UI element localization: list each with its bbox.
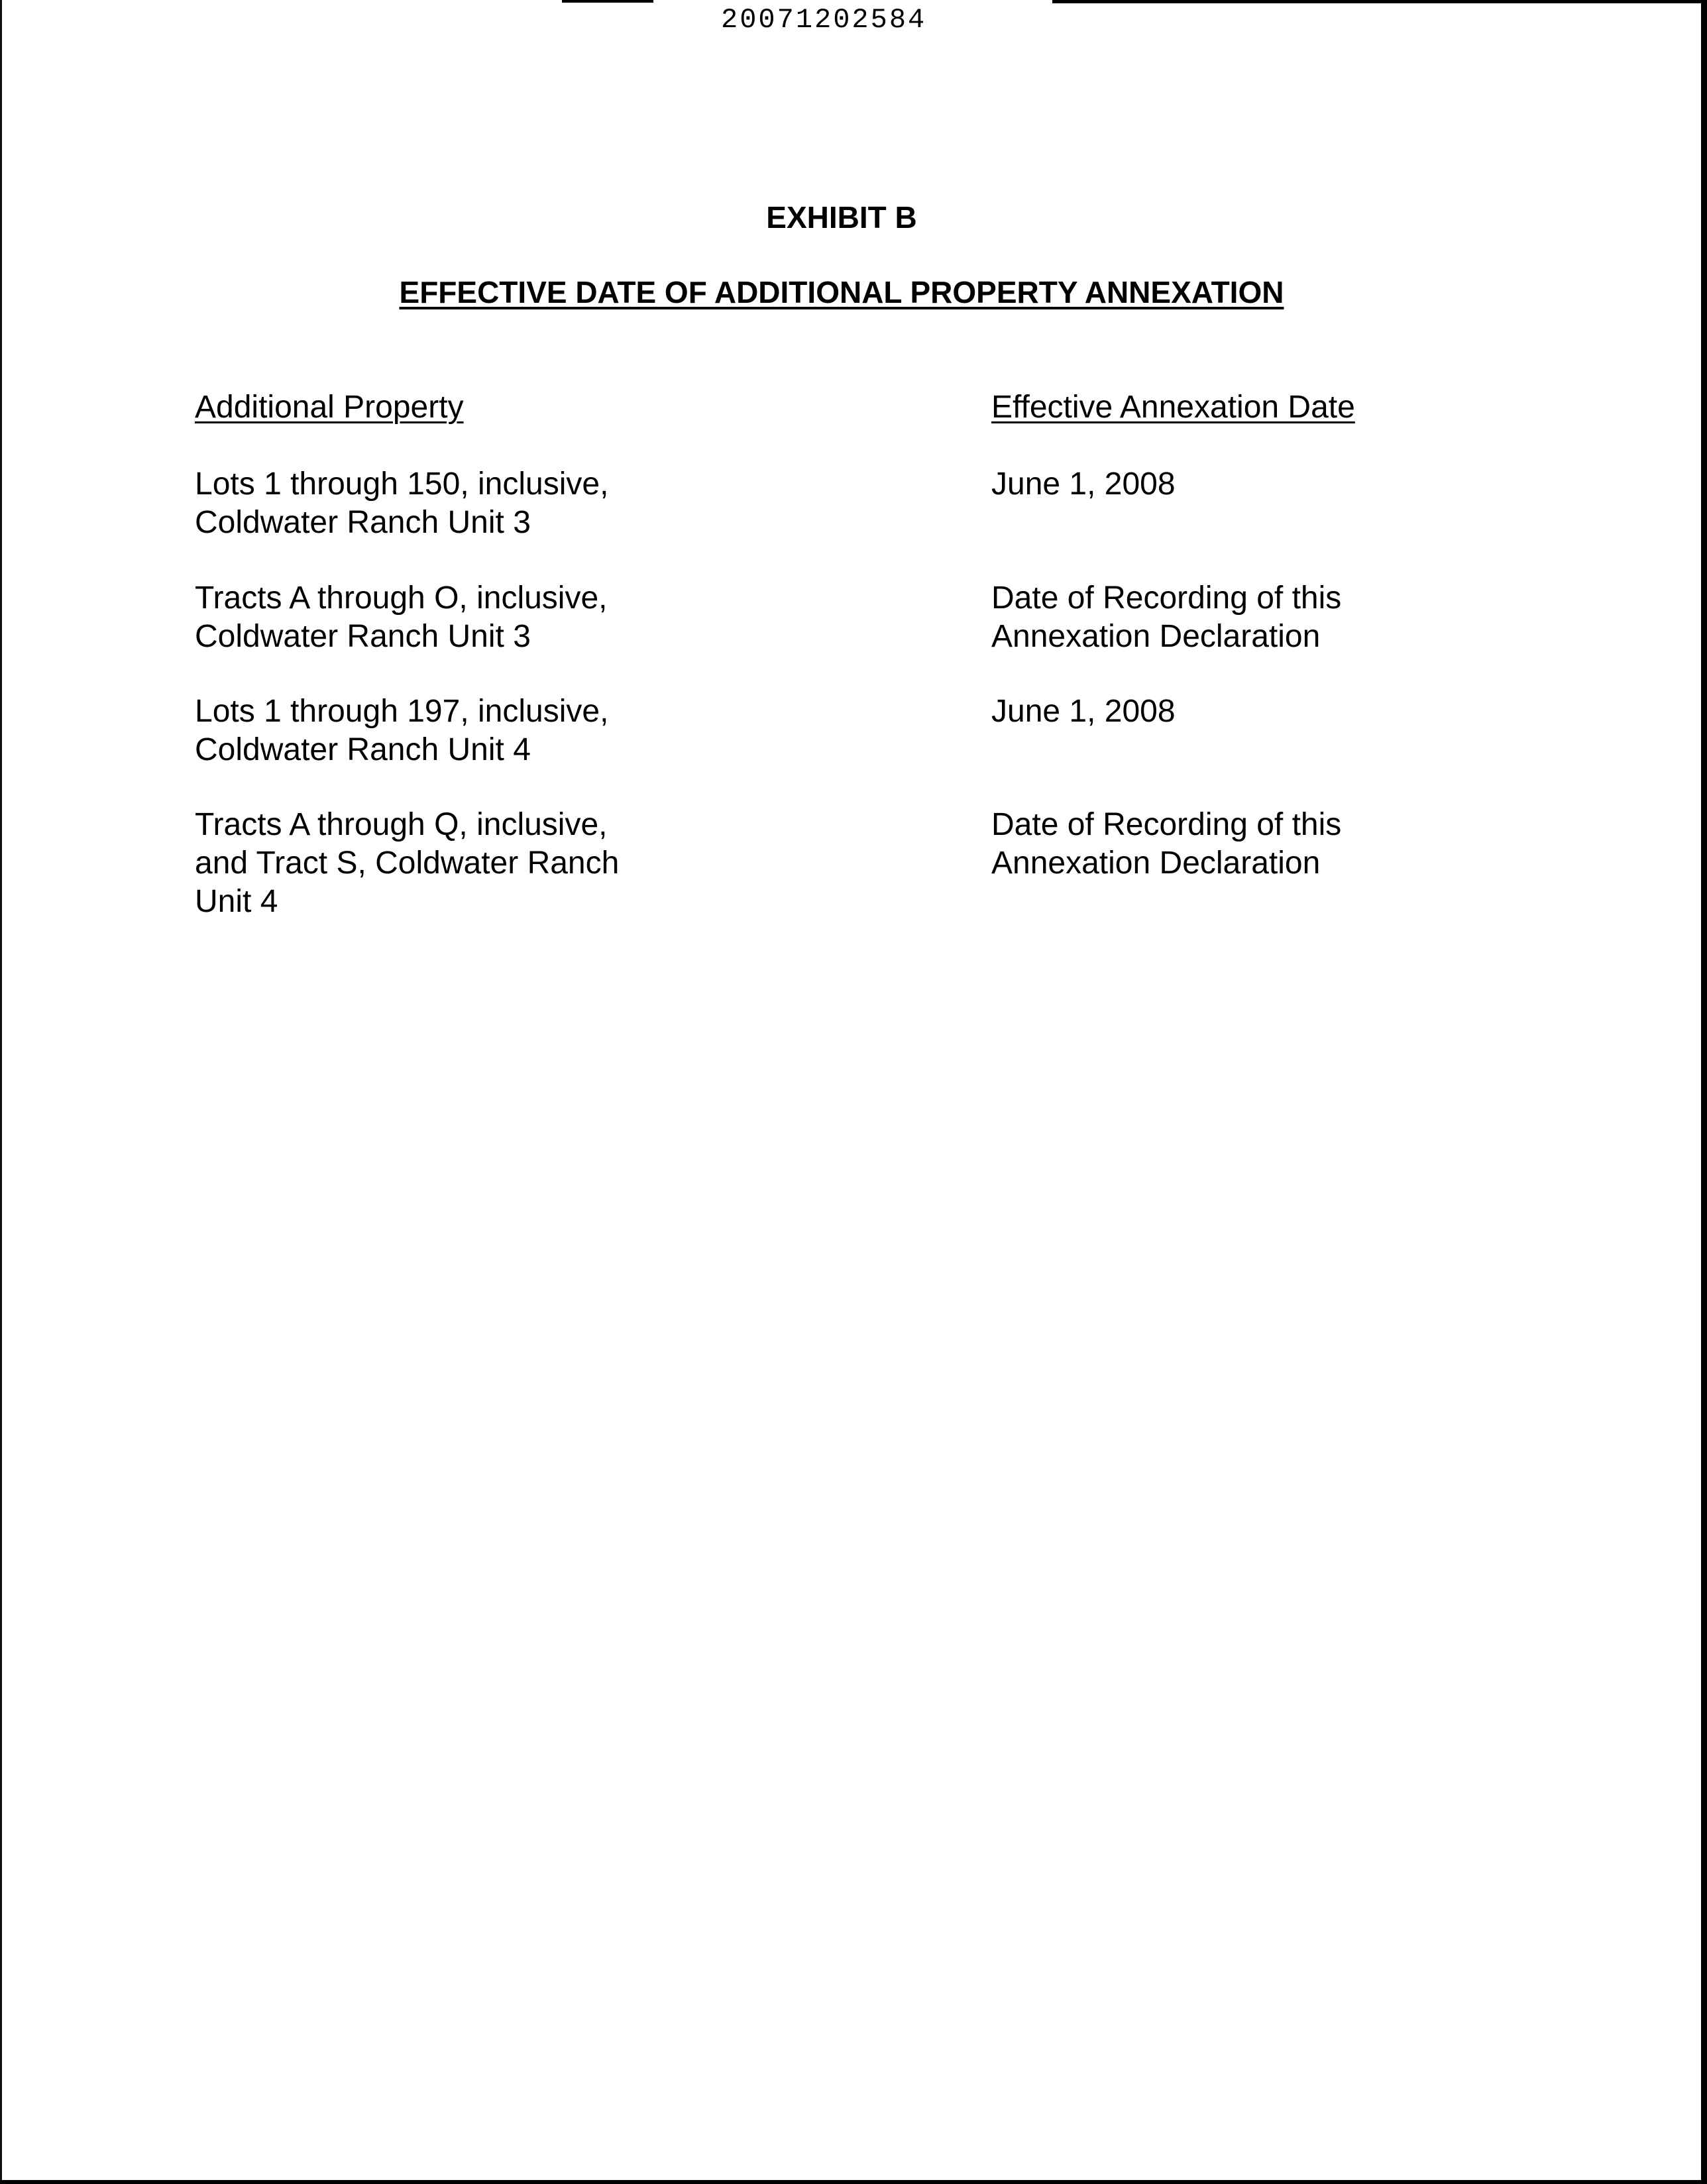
row-2-property-line-2: Coldwater Ranch Unit 3: [195, 619, 531, 654]
row-2-date-line-1: Date of Recording of this: [991, 580, 1342, 616]
row-2-date-line-2: Annexation Declaration: [991, 619, 1321, 654]
row-3-property: [195, 692, 608, 769]
row-3-date-line-1: June 1, 2008: [991, 694, 1176, 729]
row-3-property-line-2: Coldwater Ranch Unit 4: [195, 732, 531, 767]
row-1-property-line-1: Lots 1 through 150, inclusive,: [195, 466, 609, 502]
row-4-property-line-2: and Tract S, Coldwater Ranch: [195, 846, 620, 881]
row-4-property-line-1: Tracts A through Q, inclusive,: [195, 807, 608, 842]
section-title: EFFECTIVE DATE OF ADDITIONAL PROPERTY ANNEXATION: [399, 275, 1284, 309]
row-1-date-line-1: June 1, 2008: [991, 466, 1176, 502]
column-header-effective-annexation-date: Effective Annexation Date: [991, 390, 1355, 425]
scan-edge-bottom: [0, 2180, 1707, 2184]
scan-edge-top-right: [1052, 0, 1707, 3]
row-4-property: [195, 806, 619, 921]
row-4-date-line-2: Annexation Declaration: [991, 846, 1321, 881]
row-1-date: [991, 465, 1176, 504]
row-1-property-line-2: Coldwater Ranch Unit 3: [195, 505, 531, 540]
row-4-date-line-1: Date of Recording of this: [991, 807, 1342, 842]
row-3-date: [991, 692, 1176, 731]
column-header-additional-property: Additional Property: [195, 390, 464, 425]
exhibit-title: EXHIBIT B: [766, 200, 917, 235]
scan-edge-left: [0, 0, 2, 2184]
row-2-date: [991, 579, 1341, 656]
row-2-property-line-1: Tracts A through O, inclusive,: [195, 580, 608, 616]
row-2-property: [195, 579, 608, 656]
row-4-date: [991, 806, 1341, 883]
scan-edge-top-left: [562, 0, 653, 3]
row-4-property-line-3: Unit 4: [195, 884, 278, 919]
document-number: 20071202584: [721, 4, 927, 36]
row-3-property-line-1: Lots 1 through 197, inclusive,: [195, 694, 609, 729]
scan-edge-right: [1701, 0, 1707, 2184]
row-1-property: [195, 465, 608, 542]
